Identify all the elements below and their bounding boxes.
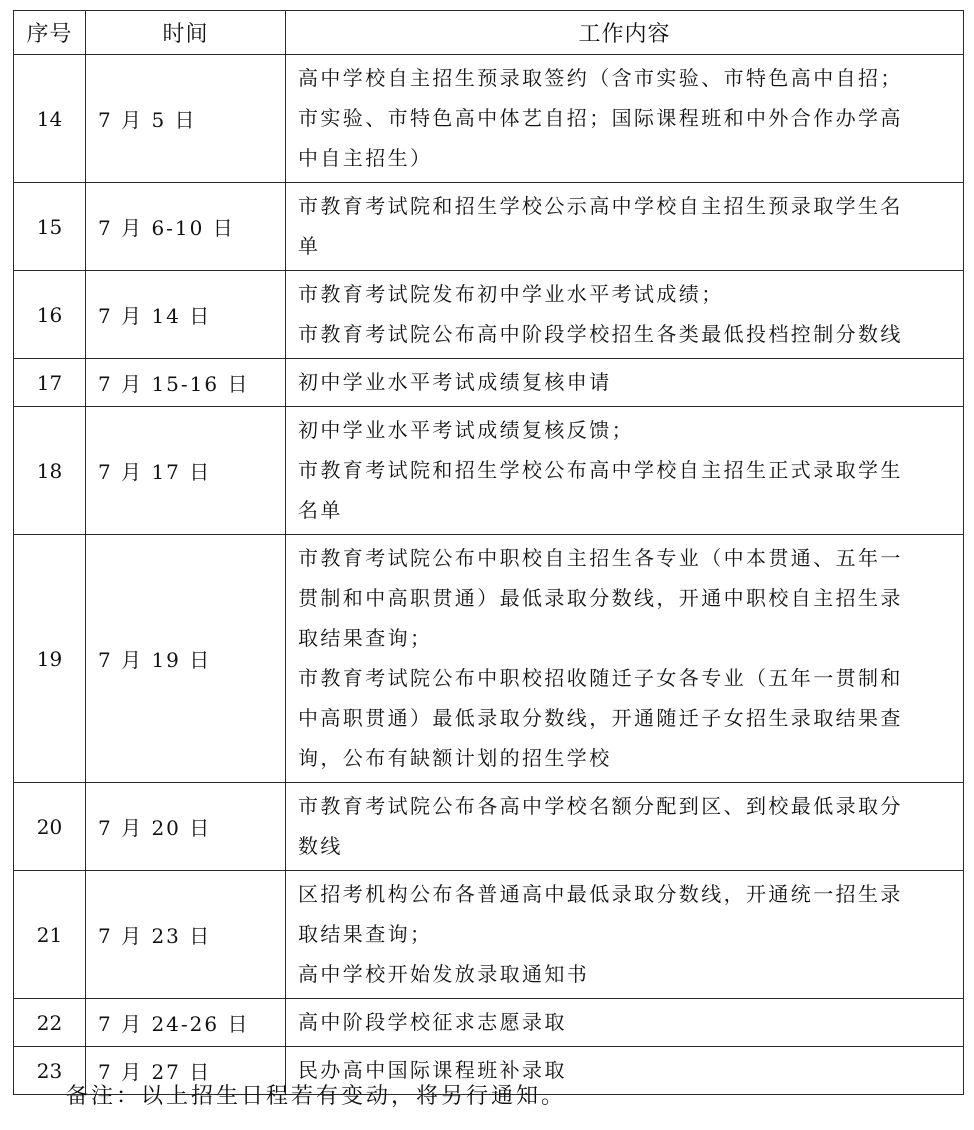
table-row	[14, 783, 964, 871]
content-line: 市教育考试院公布各高中学校名额分配到区、到校最低录取分	[298, 794, 903, 818]
cell-time: 7 月 19 日	[86, 535, 286, 783]
cell-seq: 14	[14, 55, 86, 183]
cell-content	[286, 407, 964, 535]
header-content: 工作内容	[286, 11, 964, 55]
cell-seq: 18	[14, 407, 86, 535]
cell-content	[286, 55, 964, 183]
content-line: 高中学校开始发放录取通知书	[298, 962, 590, 986]
content-line: 高中阶段学校征求志愿录取	[298, 1010, 567, 1034]
content-line: 市教育考试院和招生学校公布高中学校自主招生正式录取学生	[298, 458, 903, 482]
header-seq: 序号	[14, 11, 86, 55]
table-row	[14, 407, 964, 535]
content-line: 市教育考试院公布中职校招收随迁子女各专业（五年一贯制和	[298, 666, 903, 690]
content-line: 市教育考试院和招生学校公示高中学校自主招生预录取学生名	[298, 194, 903, 218]
table-row	[14, 183, 964, 271]
cell-seq: 20	[14, 783, 86, 871]
content-line: 名单	[298, 498, 343, 522]
content-line: 初中学业水平考试成绩复核申请	[298, 370, 612, 394]
content-line: 中高职贯通）最低录取分数线，开通随迁子女招生录取结果查	[298, 706, 903, 730]
cell-time: 7 月 5 日	[86, 55, 286, 183]
cell-seq: 19	[14, 535, 86, 783]
schedule-table	[13, 10, 964, 1095]
table-row	[14, 871, 964, 999]
table-header-row	[14, 11, 964, 55]
content-line: 市教育考试院公布高中阶段学校招生各类最低投档控制分数线	[298, 322, 903, 346]
cell-time: 7 月 24-26 日	[86, 999, 286, 1047]
content-line: 数线	[298, 834, 343, 858]
header-time: 时间	[86, 11, 286, 55]
table-row	[14, 271, 964, 359]
content-line: 取结果查询；	[298, 626, 433, 650]
cell-seq: 23	[14, 1047, 86, 1095]
cell-seq: 17	[14, 359, 86, 407]
content-line: 单	[298, 234, 321, 258]
content-line: 取结果查询；	[298, 922, 433, 946]
cell-content	[286, 183, 964, 271]
cell-content	[286, 871, 964, 999]
footer-note: 备注：以上招生日程若有变动，将另行通知。	[66, 1084, 567, 1109]
cell-time: 7 月 17 日	[86, 407, 286, 535]
content-line: 市实验、市特色高中体艺自招；国际课程班和中外合作办学高	[298, 106, 903, 130]
cell-time: 7 月 15-16 日	[86, 359, 286, 407]
table-row	[14, 999, 964, 1047]
cell-content	[286, 535, 964, 783]
cell-time: 7 月 14 日	[86, 271, 286, 359]
cell-seq: 21	[14, 871, 86, 999]
table-row	[14, 359, 964, 407]
cell-time: 7 月 20 日	[86, 783, 286, 871]
content-line: 初中学业水平考试成绩复核反馈；	[298, 418, 634, 442]
table-row	[14, 55, 964, 183]
cell-time: 7 月 23 日	[86, 871, 286, 999]
cell-seq: 15	[14, 183, 86, 271]
cell-seq: 22	[14, 999, 86, 1047]
cell-time: 7 月 6-10 日	[86, 183, 286, 271]
content-line: 询，公布有缺额计划的招生学校	[298, 746, 612, 770]
content-line: 市教育考试院发布初中学业水平考试成绩；	[298, 282, 724, 306]
cell-content	[286, 783, 964, 871]
content-line: 市教育考试院公布中职校自主招生各专业（中本贯通、五年一	[298, 546, 903, 570]
cell-content	[286, 271, 964, 359]
cell-content	[286, 359, 964, 407]
content-line: 贯制和中高职贯通）最低录取分数线，开通中职校自主招生录	[298, 586, 903, 610]
content-line: 高中学校自主招生预录取签约（含市实验、市特色高中自招；	[298, 66, 903, 90]
content-line: 中自主招生）	[298, 146, 433, 170]
table-body	[14, 55, 964, 1095]
content-line: 民办高中国际课程班补录取	[298, 1058, 567, 1082]
cell-time: 7 月 27 日	[86, 1047, 286, 1095]
cell-content	[286, 999, 964, 1047]
content-line: 区招考机构公布各普通高中最低录取分数线，开通统一招生录	[298, 882, 903, 906]
table-row	[14, 535, 964, 783]
cell-seq: 16	[14, 271, 86, 359]
